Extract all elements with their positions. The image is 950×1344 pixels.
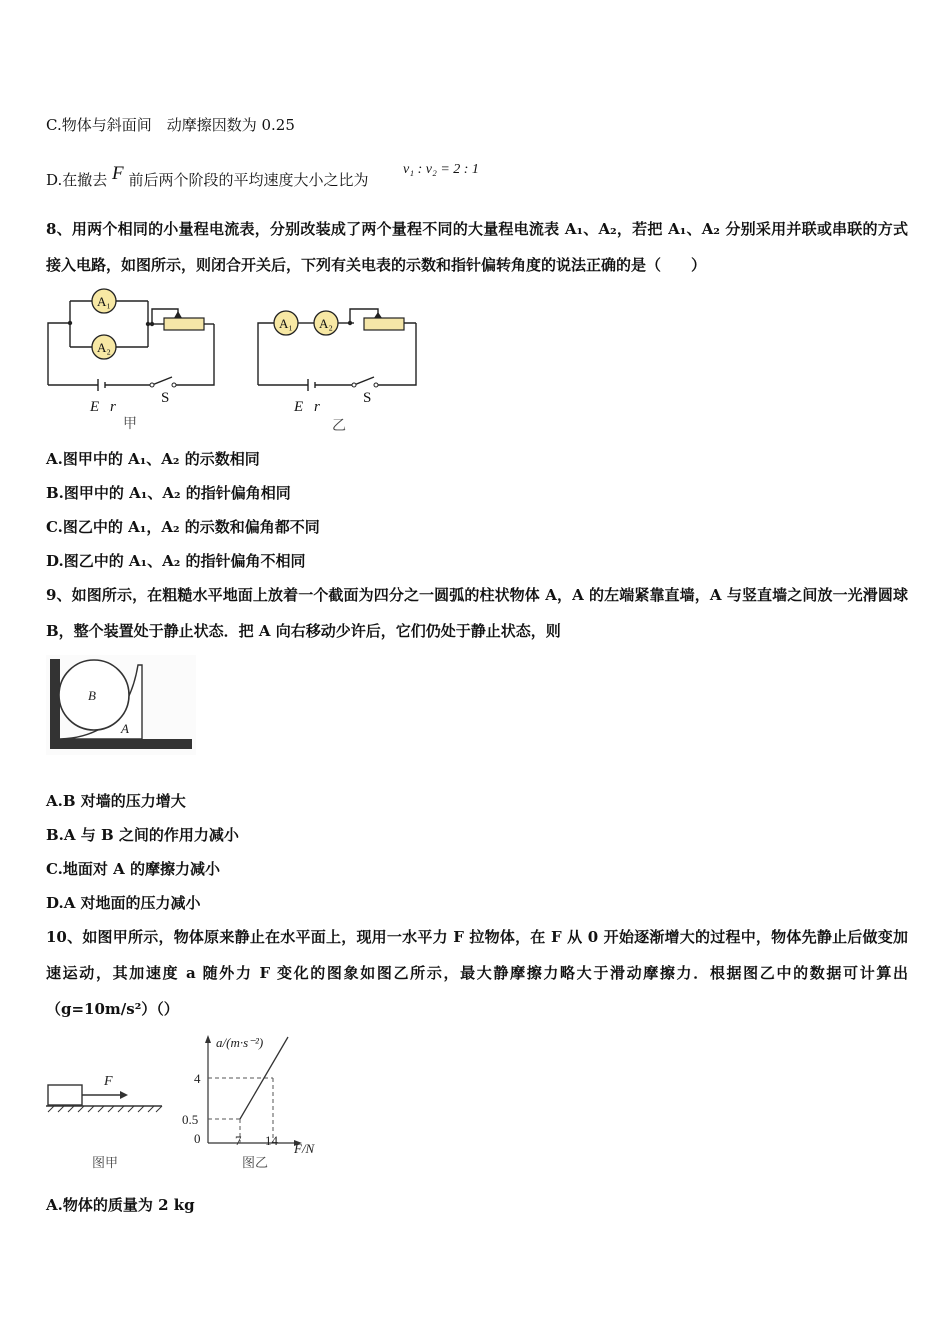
- x-axis-label: F/N: [294, 1141, 315, 1156]
- q10-stem: 10、如图甲所示，物体原来静止在水平面上，现用一水平力 F 拉物体，在 F 从 0 开始逐渐增大的过程中，物体先静止后做变加速运动，其加速度 a 随外力 F 变化的图象如图乙所示，最大静摩擦力略大于滑动摩擦力．根据图乙中的数据可计算出（g=10m/s²）（）: [46, 928, 908, 1018]
- q8-option-c: C.图乙中的 A₁，A₂ 的示数和偏角都不同: [46, 518, 320, 536]
- tick-label: 0.5: [182, 1112, 199, 1127]
- q9-stem: 9、如图所示，在粗糙水平地面上放着一个截面为四分之一圆弧的柱状物体 A，A 的左端紧靠直墙，A 与竖直墙之间放一光滑圆球 B，整个装置处于静止状态．把 A 向右移动少许后，它们仍处于静止状态，则: [46, 586, 908, 640]
- figure-caption-jia: 甲: [123, 416, 137, 432]
- q7-option-d: D.在撤去 F 前后两个阶段的平均速度大小之比为: [46, 163, 369, 189]
- q7-option-c: C.物体与斜面间 动摩擦因数为 0.25: [46, 116, 295, 134]
- block: [48, 1085, 82, 1105]
- figure-caption-yi: 乙: [332, 418, 346, 434]
- q10-option-a: A.物体的质量为 2 kg: [46, 1196, 195, 1214]
- q8-option-a: A.图甲中的 A₁、A₂ 的示数相同: [46, 450, 260, 468]
- q9-wall-ball-figure: [46, 655, 196, 755]
- q8-option-d: D.图乙中的 A₁、A₂ 的指针偏角不相同: [46, 552, 306, 570]
- emf-label: E: [294, 399, 304, 415]
- q8-circuit-figures: [40, 285, 440, 435]
- q8-option-b: B.图甲中的 A₁、A₂ 的指针偏角相同: [46, 484, 291, 502]
- resistance-label: r: [110, 399, 116, 415]
- q9-option-c: C.地面对 A 的摩擦力减小: [46, 860, 220, 878]
- switch-label: S: [161, 390, 170, 406]
- resistance-label: r: [314, 399, 320, 415]
- q10-figures: [44, 1033, 344, 1178]
- q9-option-b: B.A 与 B 之间的作用力减小: [46, 826, 239, 844]
- ball-label: B: [88, 688, 96, 703]
- q8-stem: 8、用两个相同的小量程电流表，分别改装成了两个量程不同的大量程电流表 A₁、A₂，若把 A₁、A₂ 分别采用并联或串联的方式接入电路，如图所示，则闭合开关后，下列有关电表的示数和指针偏转角度的说法正确的是（ ）: [46, 220, 908, 274]
- figure-caption-yi: 图乙: [242, 1156, 269, 1171]
- body-label: A: [121, 721, 129, 736]
- velocity-ratio-formula: v₁ : v₂ = 2 : 1: [403, 162, 479, 177]
- q9-option-d: D.A 对地面的压力减小: [46, 894, 201, 912]
- figure-caption-jia: 图甲: [92, 1156, 119, 1171]
- meter-label: A₁: [279, 316, 293, 331]
- tick-label: 0: [194, 1131, 201, 1146]
- force-label: F: [104, 1074, 113, 1089]
- emf-label: E: [90, 399, 100, 415]
- switch-label: S: [363, 390, 372, 406]
- tick-label: 4: [194, 1071, 201, 1086]
- meter-label: A₂: [319, 316, 333, 331]
- rheostat-right: [364, 318, 404, 330]
- meter-label: A₂: [97, 340, 111, 355]
- rheostat-left: [164, 318, 204, 330]
- tick-label: 14: [265, 1133, 278, 1148]
- meter-label: A₁: [97, 294, 111, 309]
- tick-label: 7: [235, 1133, 242, 1148]
- y-axis-label: a/(m·s⁻²): [216, 1035, 264, 1050]
- force-symbol: F: [112, 163, 124, 184]
- q9-option-a: A.B 对墙的压力增大: [46, 792, 186, 810]
